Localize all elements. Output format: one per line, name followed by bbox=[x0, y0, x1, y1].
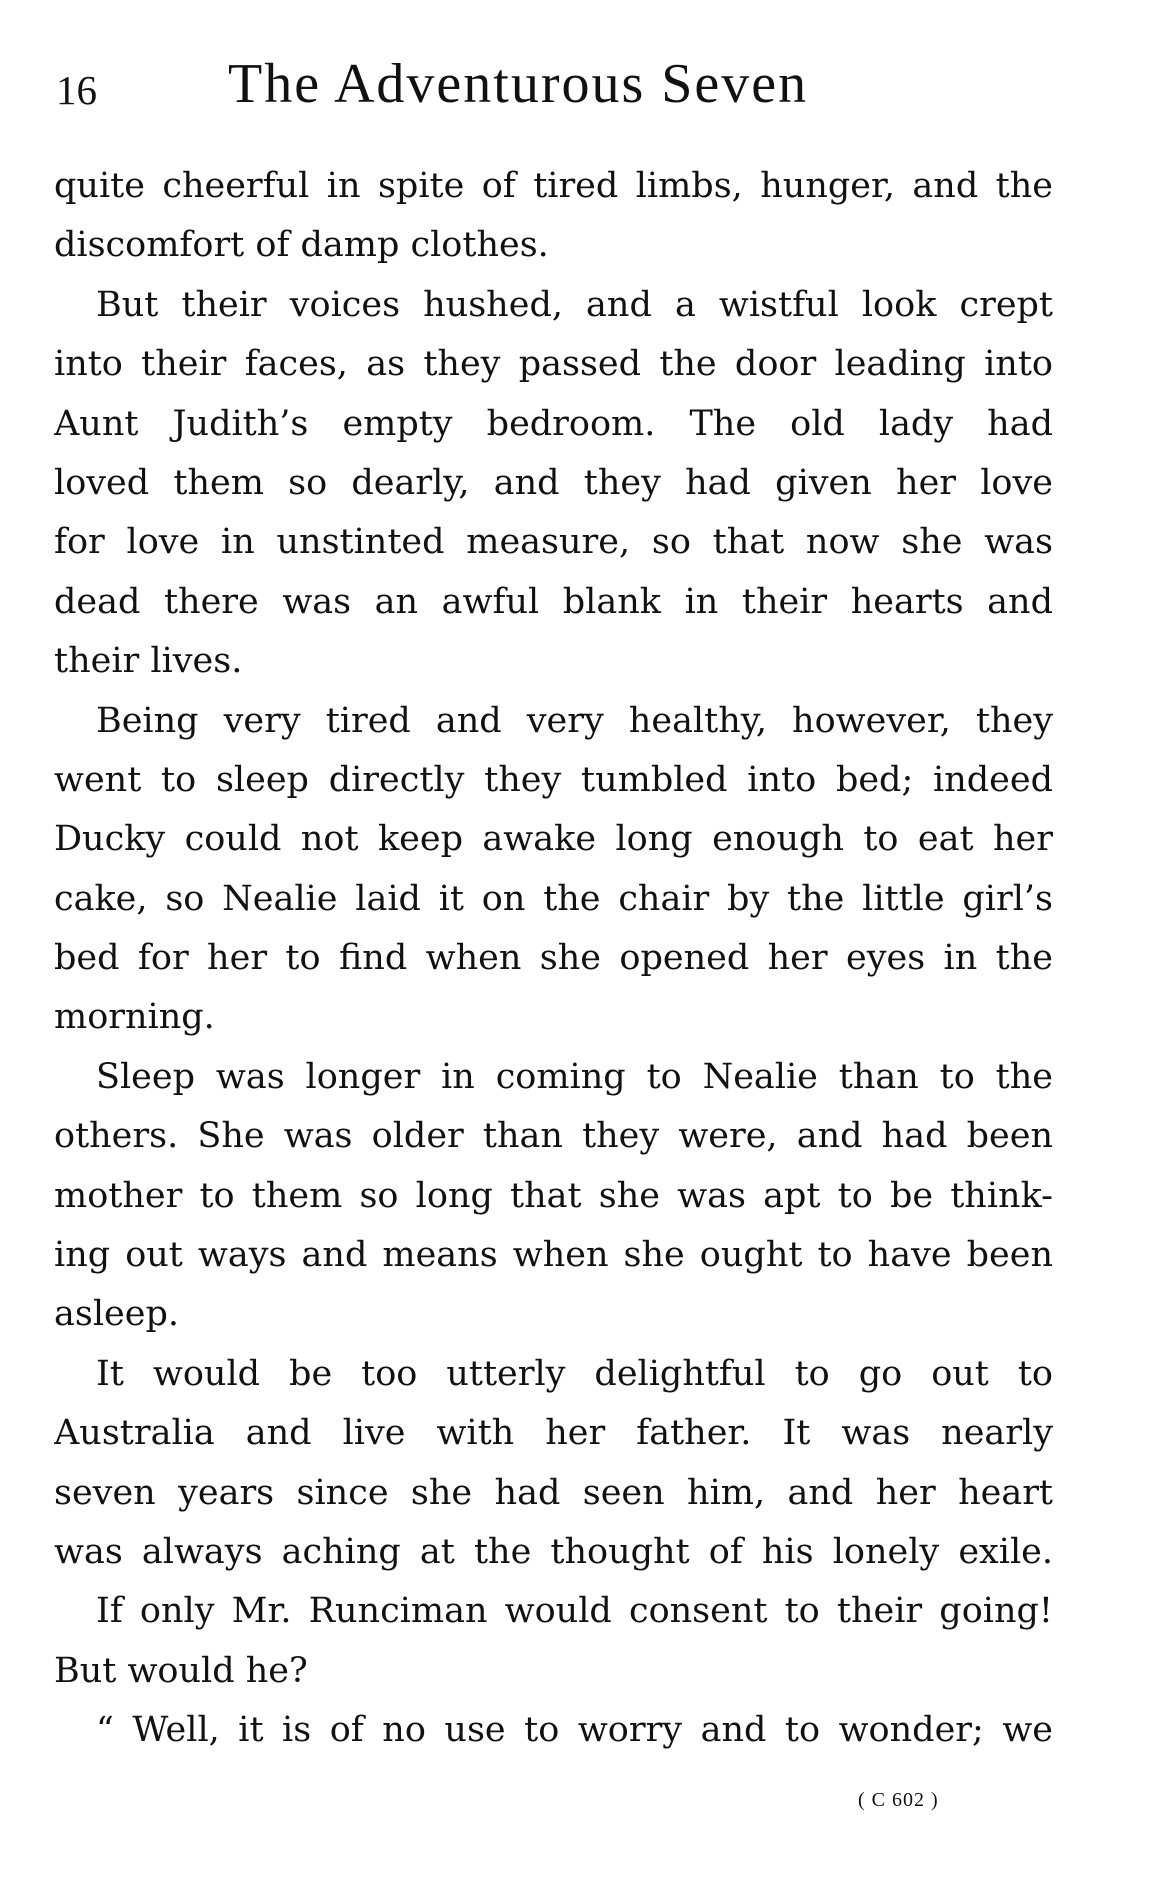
signature-mark: ( C 602 ) bbox=[858, 1789, 939, 1811]
text-line: “ Well, it is of no use to worry and to wonder; we bbox=[96, 1710, 1053, 1751]
text-line: If only Mr. Runciman would consent to their going! bbox=[96, 1591, 1053, 1632]
running-title: The Adventurous Seven bbox=[228, 53, 809, 115]
text-line: It would be too utterly delightful to go out to bbox=[96, 1353, 1053, 1394]
page-number: 16 bbox=[56, 67, 97, 113]
text-line: for love in unstinted measure, so that now she was bbox=[54, 522, 1053, 563]
text-line: Sleep was longer in coming to Nealie than to the bbox=[96, 1056, 1053, 1097]
text-line: asleep. bbox=[54, 1294, 179, 1335]
text-line: was always aching at the thought of his lonely exile. bbox=[54, 1531, 1053, 1572]
text-line: Australia and live with her father. It was nearly bbox=[54, 1413, 1053, 1454]
text-line: But would he? bbox=[54, 1650, 308, 1691]
text-line: bed for her to find when she opened her eyes in the bbox=[54, 938, 1053, 979]
text-line: ing out ways and means when she ought to have been bbox=[54, 1235, 1053, 1276]
text-line: seven years since she had seen him, and her heart bbox=[54, 1472, 1053, 1513]
body-text bbox=[54, 157, 1053, 1761]
text-line: quite cheerful in spite of tired limbs, hunger, and the bbox=[54, 166, 1053, 206]
text-line: Aunt Judith’s empty bedroom. The old lady had bbox=[54, 403, 1053, 444]
text-line: Being very tired and very healthy, however, they bbox=[96, 700, 1053, 741]
page-header bbox=[54, 48, 1054, 128]
text-line: mother to them so long that she was apt to be think- bbox=[54, 1175, 1053, 1216]
text-line: their lives. bbox=[54, 641, 243, 682]
text-line: morning. bbox=[54, 997, 215, 1038]
text-line: others. She was older than they were, and had been bbox=[54, 1116, 1053, 1157]
text-line: Ducky could not keep awake long enough to eat her bbox=[54, 819, 1053, 860]
text-line: discomfort of damp clothes. bbox=[54, 225, 549, 266]
text-line: dead there was an awful blank in their hearts and bbox=[54, 581, 1053, 622]
text-line: into their faces, as they passed the door leading into bbox=[54, 344, 1053, 385]
text-line: But their voices hushed, and a wistful look crept bbox=[96, 284, 1053, 325]
text-line: went to sleep directly they tumbled into bed; indeed bbox=[54, 759, 1053, 800]
text-line: loved them so dearly, and they had given her love bbox=[54, 462, 1053, 503]
text-line: cake, so Nealie laid it on the chair by the little girl’s bbox=[54, 878, 1053, 919]
